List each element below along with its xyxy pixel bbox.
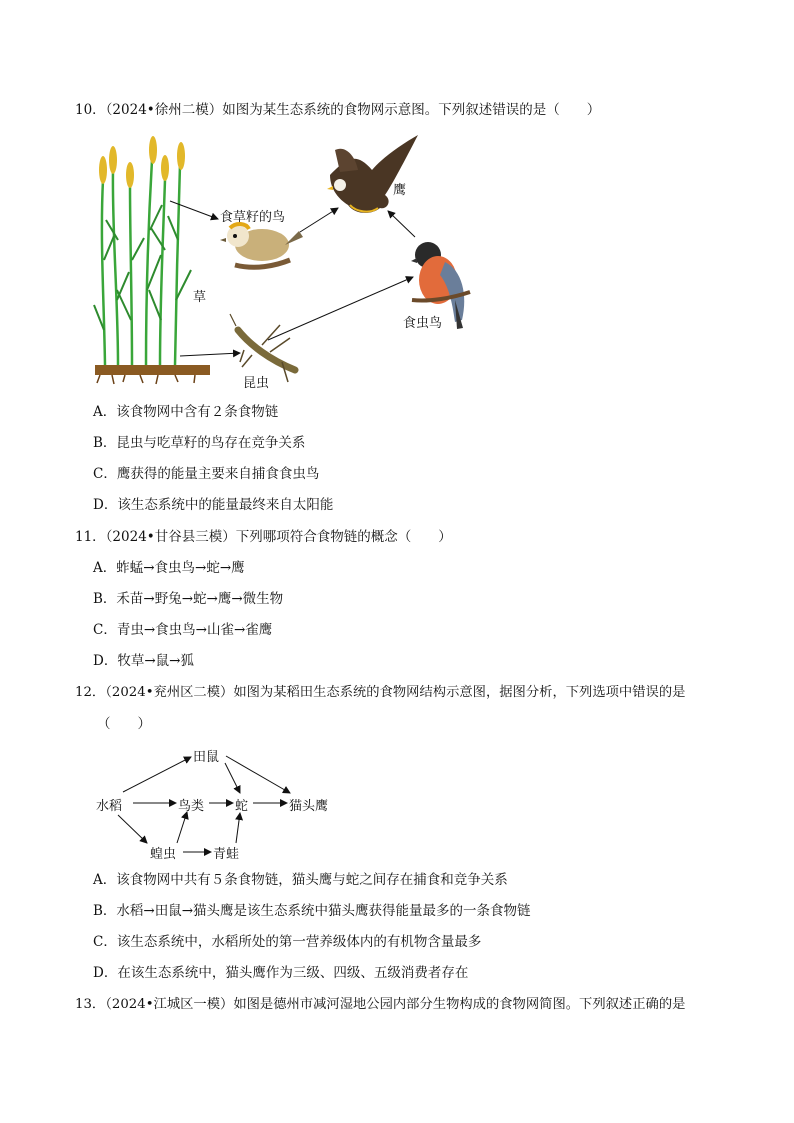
node-birds: 鸟类 — [178, 799, 205, 814]
question-12-option-a: A．该食物网中共有５条食物链，猫头鹰与蛇之间存在捕食和竞争关系 — [93, 872, 508, 888]
question-12-option-b: B．水稻→田鼠→猫头鹰是该生态系统中猫头鹰获得能量最多的一条食物链 — [93, 903, 531, 919]
node-snake: 蛇 — [235, 799, 249, 814]
question-10-option-c: C．鹰获得的能量主要来自捕食食虫鸟 — [93, 466, 320, 482]
question-10-option-b: B．昆虫与吃草籽的鸟存在竞争关系 — [93, 435, 306, 451]
question-13-stem: 13．（2024•江城区一模）如图是德州市减河湿地公园内部分生物构成的食物网简图。下列叙述正确的是 — [75, 997, 686, 1012]
arrow-locust-to-birds — [177, 812, 187, 843]
question-11-option-c: C．青虫→食虫鸟→山雀→雀鹰 — [93, 622, 273, 638]
question-11-option-a: A．蚱蜢→食虫鸟→蛇→鹰 — [93, 560, 245, 576]
question-11-option-b: B．禾苗→野兔→蛇→鹰→微生物 — [93, 591, 284, 607]
question-12-option-c: C．该生态系统中，水稻所处的第一营养级体内的有机物含量最多 — [93, 934, 482, 950]
question-11-option-d: D．牧草→鼠→狐 — [93, 653, 194, 669]
node-frog: 青蛙 — [213, 847, 240, 862]
arrow-frog-to-snake — [236, 813, 240, 843]
label-insect: 昆虫 — [243, 376, 270, 391]
node-owl: 猫头鹰 — [289, 799, 329, 814]
question-10-option-a: A．该食物网中含有２条食物链 — [93, 404, 279, 420]
question-11-stem: 11．（2024•甘谷县三模）下列哪项符合食物链的概念（ ） — [75, 529, 452, 545]
arrow-rice-to-field-mouse — [123, 757, 191, 792]
label-seed-bird: 食草籽的鸟 — [220, 210, 286, 225]
arrow-field-mouse-to-owl — [226, 756, 290, 793]
label-insect-bird: 食虫鸟 — [403, 316, 443, 331]
question-10-stem: 10．（2024•徐州二模）如图为某生态系统的食物网示意图。下列叙述错误的是（ ） — [75, 102, 601, 118]
question-10-option-d: D．该生态系统中的能量最终来自太阳能 — [93, 497, 334, 513]
node-rice: 水稻 — [96, 799, 123, 814]
label-hawk: 鹰 — [393, 183, 407, 198]
label-grass: 草 — [193, 290, 207, 305]
arrow-rice-to-locust — [118, 815, 147, 843]
question-12-option-d: D．在该生态系统中，猫头鹰作为三级、四级、五级消费者存在 — [93, 965, 469, 981]
question-12-stem: 12．（2024•兖州区二模）如图为某稻田生态系统的食物网结构示意图，据图分析，下列选项中错误的是 — [75, 685, 686, 700]
node-field-mouse: 田鼠 — [193, 750, 220, 765]
node-locust: 蝗虫 — [150, 847, 177, 862]
arrow-field-mouse-to-snake — [225, 763, 240, 793]
question-12-stem-answer-blank: （ ） — [97, 716, 151, 732]
